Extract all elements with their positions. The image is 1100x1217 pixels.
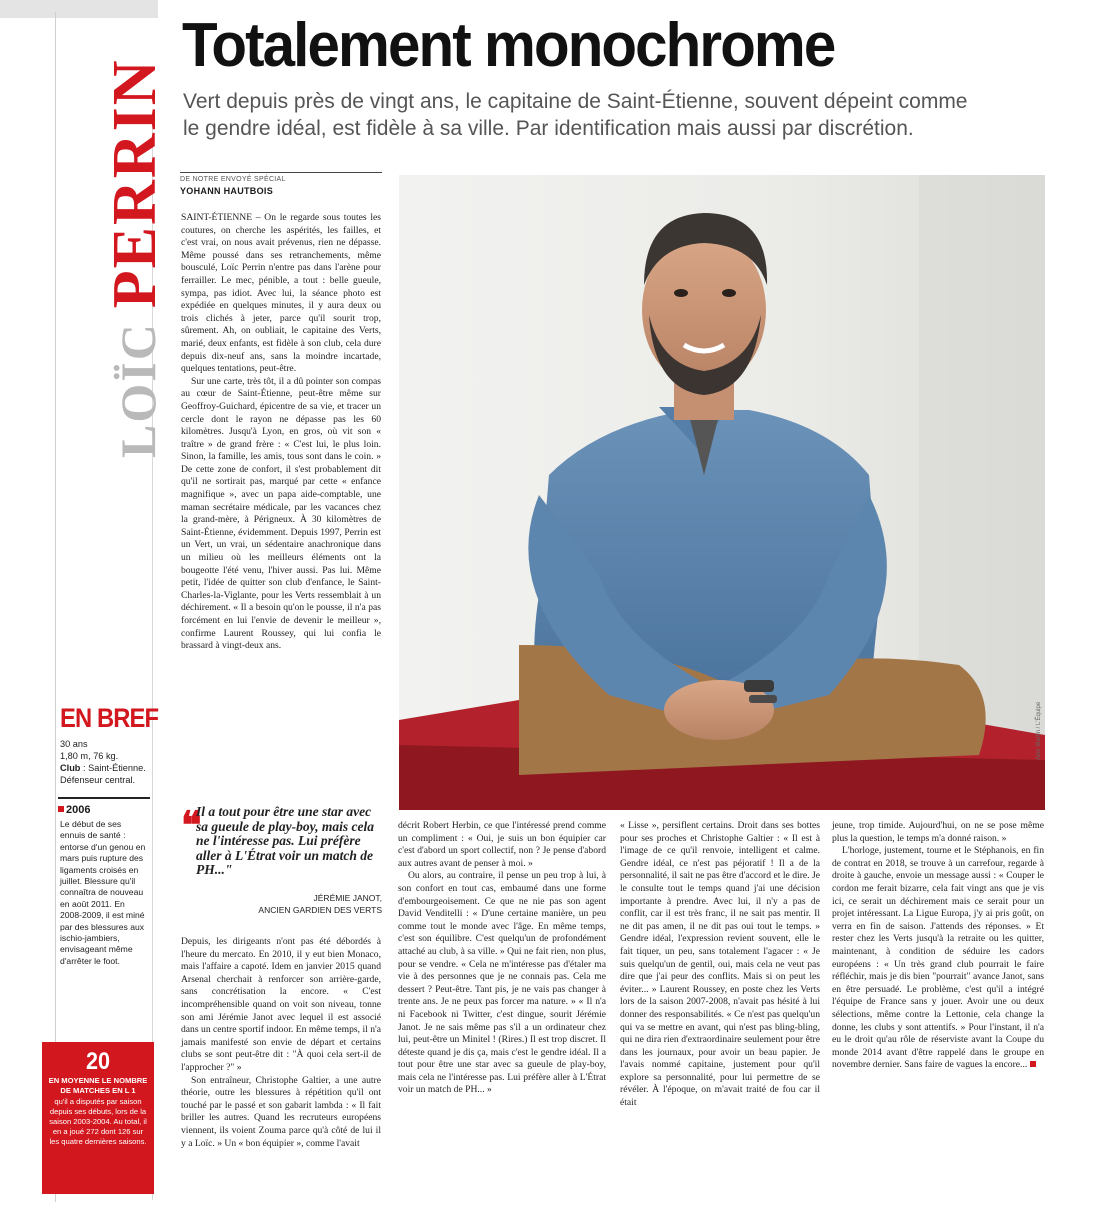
paragraph: décrit Robert Herbin, ce que l'intéressé prend comme un compliment : « Oui, je suis un bon équipier car c'est d'abord un sport collectif, non ? Je pense d'abord aux autres avant de penser à moi. »: [398, 820, 606, 869]
en-bref-facts: [60, 738, 150, 786]
standfirst: Vert depuis près de vingt ans, le capitaine de Saint-Étienne, souvent dépeint comme le gendre idéal, est fidèle à sa ville. Par identification mais aussi par discrétion.: [183, 90, 968, 140]
paragraph: « Lisse », persiflent certains. Droit dans ses bottes pour ses proches et Christophe Galtier : « Il est à l'image de ce qu'il renvoie, intelligent et calme. Gendre idéal, ce n'est pas péjoratif ! Il a de la personnalité, il sait ne pas être d'accord et le dire. Je le consulte tout le temps quand j'ai une décision importante à prendre. Avec lui, il n'y a pas de conflit, car il est très franc, il ne sait pas mentir. Il ne dit pas amen, il ne dit pas oui tout le temps. » Gendre idéal, l'expression revient souvent, elle le fait tiquer, un peu, sans totalement l'agacer : « Je suis quelqu'un de gentil, oui, mais cela ne veut pas dire que j'ai peur des conflits. Mais si on peut les éviter... » Laurent Roussey, en poste chez les Verts lors de la saison 2007-2008, n'avait pas hésité à lui donner des responsabilités. « Ce n'est pas quelqu'un qui va se mettre en avant, qui n'est pas bling-bling, qui ne dira rien d'extraordinaire seulement pour être dans les journaux, pour avoir un beau papier. Je l'avais nommé capitaine, justement pour qu'il explore sa personnalité, pour lui permettre de se révéler. À l'époque, on m'avait traité de fou car il était: [620, 820, 820, 1109]
size: 1,80 m, 76 kg.: [60, 751, 119, 761]
article-column-3: [620, 820, 820, 1110]
en-bref-title: EN BREF: [60, 703, 159, 733]
club: [60, 762, 150, 774]
vertical-name: [60, 18, 169, 488]
position: Défenseur central.: [60, 775, 136, 785]
last-name: PERRIN: [101, 58, 169, 309]
paragraph: Ou alors, au contraire, il pense un peu trop à lui, à son confort en tout cas, embaumé dans une forme d'embourgeoisement. Ce que ne nie pas son agent David Venditelli : « D'une certaine manière, un peu comme tout le monde avec l'âge. En même temps, c'est son équilibre. C'est quelqu'un de profondément attaché au club, à sa ville. » Qui ne fait rien, non plus, pour se vendre. « Cela ne m'intéresse pas d'étaler ma vie à des personnes que je ne connais pas. Cela me dessert ? Peut-être. Tant pis, je ne vais pas changer à trente ans. Je ne peux pas forcer ma nature. » « Il n'a ni Facebook ni Twitter, c'est dingue, sourit Jérémie Janot. Je ne sais même pas s'il a un ordinateur chez lui, peut-être un Minitel ! (Rires.) Il est trop discret. Il déteste quand je dis ça, mais c'est le gendre idéal. Il a tout pour être une star avec sa gueule de play-boy, mais cela ne l'intéresse pas. Lui préfère aller à L'Étrat voir un match de PH... »: [398, 870, 606, 1096]
article-column-2: [398, 820, 606, 1097]
paragraph-text: L'horloge, justement, tourne et le Stéphanois, en fin de contrat en 2018, se trouve à un carrefour, regarde à droite à gauche, envoie un message aussi : « Couper le cordon me ferait bizarre, cela fait vingt ans que je vis ici, ce serait un déchirement mais ce serait pour un projet intéressant. La Ligue Europa, j'y ai pris goût, on verra en fin de saison. J'attends des réponses. » Et rester chez les Verts jusqu'à la retraite ou les quitter, maintenant, à condition de séduire les cadors européens : « Un très grand club pourrait le faire réfléchir, mais je dis bien "pourrait" avance Janot, sans en être persuadé. Le problème, c'est qu'il a intégré l'équipe de France sans y jouer. Avoir une ou deux sélections, même contre la Lettonie, cela change la donne, les clubs y sont attentifs. » Pour l'instant, il n'a eu le droit qu'au rôle de réserviste avant la Coupe du monde 2014 avant d'être rappelé dans le groupe en novembre dernier. Sans faire de vagues la encore...: [832, 845, 1044, 1071]
end-mark-icon: [1030, 1061, 1036, 1067]
quote-author: JÉRÉMIE JANOT,: [313, 893, 382, 903]
paragraph: SAINT-ÉTIENNE – On le regarde sous toutes les coutures, on cherche les aspérités, les failles, et c'est vrai, on nous avait prévenus, rien ne dépasse. Même poussé dans ses retranchements, même bousculé, Loïc Perrin n'entre pas dans l'arène pour ferrailler. Le mec, pénible, a tout : belle gueule, sympa, pas idiot. Avec lui, la séance photo est expédiée en quelques minutes, il y aura deux ou trois clichés à jeter, parce qu'il sourit trop, sûrement. Ah, on oubliait, le capitaine des Verts, marié, deux enfants, est fidèle à son club, cela dure depuis dix-neuf ans, sans la moindre incartade, quelques tentations, peut-être.: [181, 212, 381, 375]
article-column-1-continued: [181, 936, 381, 1150]
first-name: LOÏC: [110, 322, 166, 458]
paragraph: [832, 845, 1044, 1072]
paragraph: jeune, trop timide. Aujourd'hui, on ne se pose même plus la question, le temps m'a donné raison. »: [832, 820, 1044, 844]
quote-author-role: ANCIEN GARDIEN DES VERTS: [258, 905, 382, 915]
history-year: [58, 804, 90, 816]
article-column-4: [832, 820, 1044, 1072]
history-text: Le début de ses ennuis de santé : entorse d'un genou en mars puis rupture des ligaments croisés en juillet. Blessure qu'il connaîtra de nouveau en août 2011. En 2008-2009, il est miné par des blessures aux ischio-jambiers, envisageant même d'arrêter le foot.: [60, 819, 146, 966]
headline: Totalement monochrome: [182, 11, 835, 80]
year-text: 2006: [66, 804, 91, 816]
stat-caption: EN MOYENNE LE NOMBRE DE MATCHES EN L 1: [48, 1076, 148, 1095]
bullet-square-icon: [58, 806, 64, 812]
article-column-1: [181, 212, 381, 653]
club-label: Club: [60, 763, 81, 773]
club-value: : Saint-Étienne.: [80, 763, 146, 773]
stat-box: [42, 1042, 154, 1194]
age: 30 ans: [60, 739, 88, 749]
corner-shade: [0, 0, 158, 18]
sidebar-separator: [58, 797, 150, 799]
photo-illustration: [399, 175, 1045, 810]
byline-role: DE NOTRE ENVOYÉ SPÉCIAL: [180, 176, 286, 183]
pull-quote: Il a tout pour être une star avec sa gueule de play-boy, mais cela ne l'intéresse pas. Lui préfère aller à L'Étrat voir un match de PH...": [196, 804, 374, 877]
byline-author: YOHANN HAUTBOIS: [180, 186, 274, 196]
stat-text: qu'il a disputés par saison depuis ses débuts, lors de la saison 2003-2004. Au total, il en a joué 272 dont 126 sur les quatre dernières saisons.: [49, 1097, 147, 1146]
column-rule-left: [55, 12, 56, 1202]
paragraph: Son entraîneur, Christophe Galtier, a une autre théorie, outre les blessures à répétition qu'il ont touché par le passé et son gabarit lambda : « Il fait briller les autres. Quand les recruteurs européens viennent, ils voient Zouma parce qu'à côté de lui il y a Loïc. » Un « bon équipier », comme l'avait: [181, 1074, 381, 1149]
byline-rule: [180, 172, 382, 173]
stat-number: 20: [85, 1048, 111, 1075]
paragraph: Sur une carte, très tôt, il a dû pointer son compas au cœur de Saint-Étienne, peut-être même sur Geoffroy-Guichard, épicentre de sa vie, et tracer un cercle dont le rayon ne dépasse pas les 60 kilomètres. Jusqu'à Lyon, en gros, où vit son « traître » de grand frère : « C'est lui, le plus loin. Sinon, la famille, les amis, tous sont dans le coin. » De cette zone de confort, il s'est probablement dit qu'il ne sortirait pas, marqué par cette « enfance magnifique », avec un papa aide-comptable, une maman secrétaire médicale, par les vacances chez la grand-mère, à Périgneux. À 30 kilomètres de Saint-Étienne, évidemment. Depuis 1997, Perrin est un Vert, un vrai, un sédentaire anachronique dans un milieu où les meilleurs éléments ont la bougeotte l'été venu, l'hiver aussi. Pas lui. Même petit, l'idée de quitter son club d'enfance, le Saint-Charles-la-Viglante, pour les Verts ressemblait à un déchirement. « Il a besoin qu'on le pousse, il n'a pas forcément en lui l'envie de devenir le meilleur », confirme Laurent Roussey, qui lui confia le brassard à vingt-deux ans.: [181, 375, 381, 652]
quote-attribution: [182, 892, 382, 916]
photo-credit: Alex Martin / L'Équipe: [1036, 701, 1042, 760]
quote-mark-icon: ❝: [181, 805, 202, 847]
paragraph: Depuis, les dirigeants n'ont pas été débordés à l'heure du mercato. En 2010, il y eut bien Monaco, mais l'affaire a capoté. Idem en janvier 2015 quand Arsenal cherchait à renforcer son arrière-garde, sans concrétisation la encore. « C'est incompréhensible quand on voit son niveau, tonne son ami Jérémie Janot avec lequel il est associé dans un centre sportif indoor. En même temps, il n'a jamais manifesté son envie de départ et certains clubs se sont peut-être dit : "À quoi cela sert-il de l'approcher ?" »: [181, 936, 381, 1073]
portrait-photo: [399, 175, 1045, 810]
